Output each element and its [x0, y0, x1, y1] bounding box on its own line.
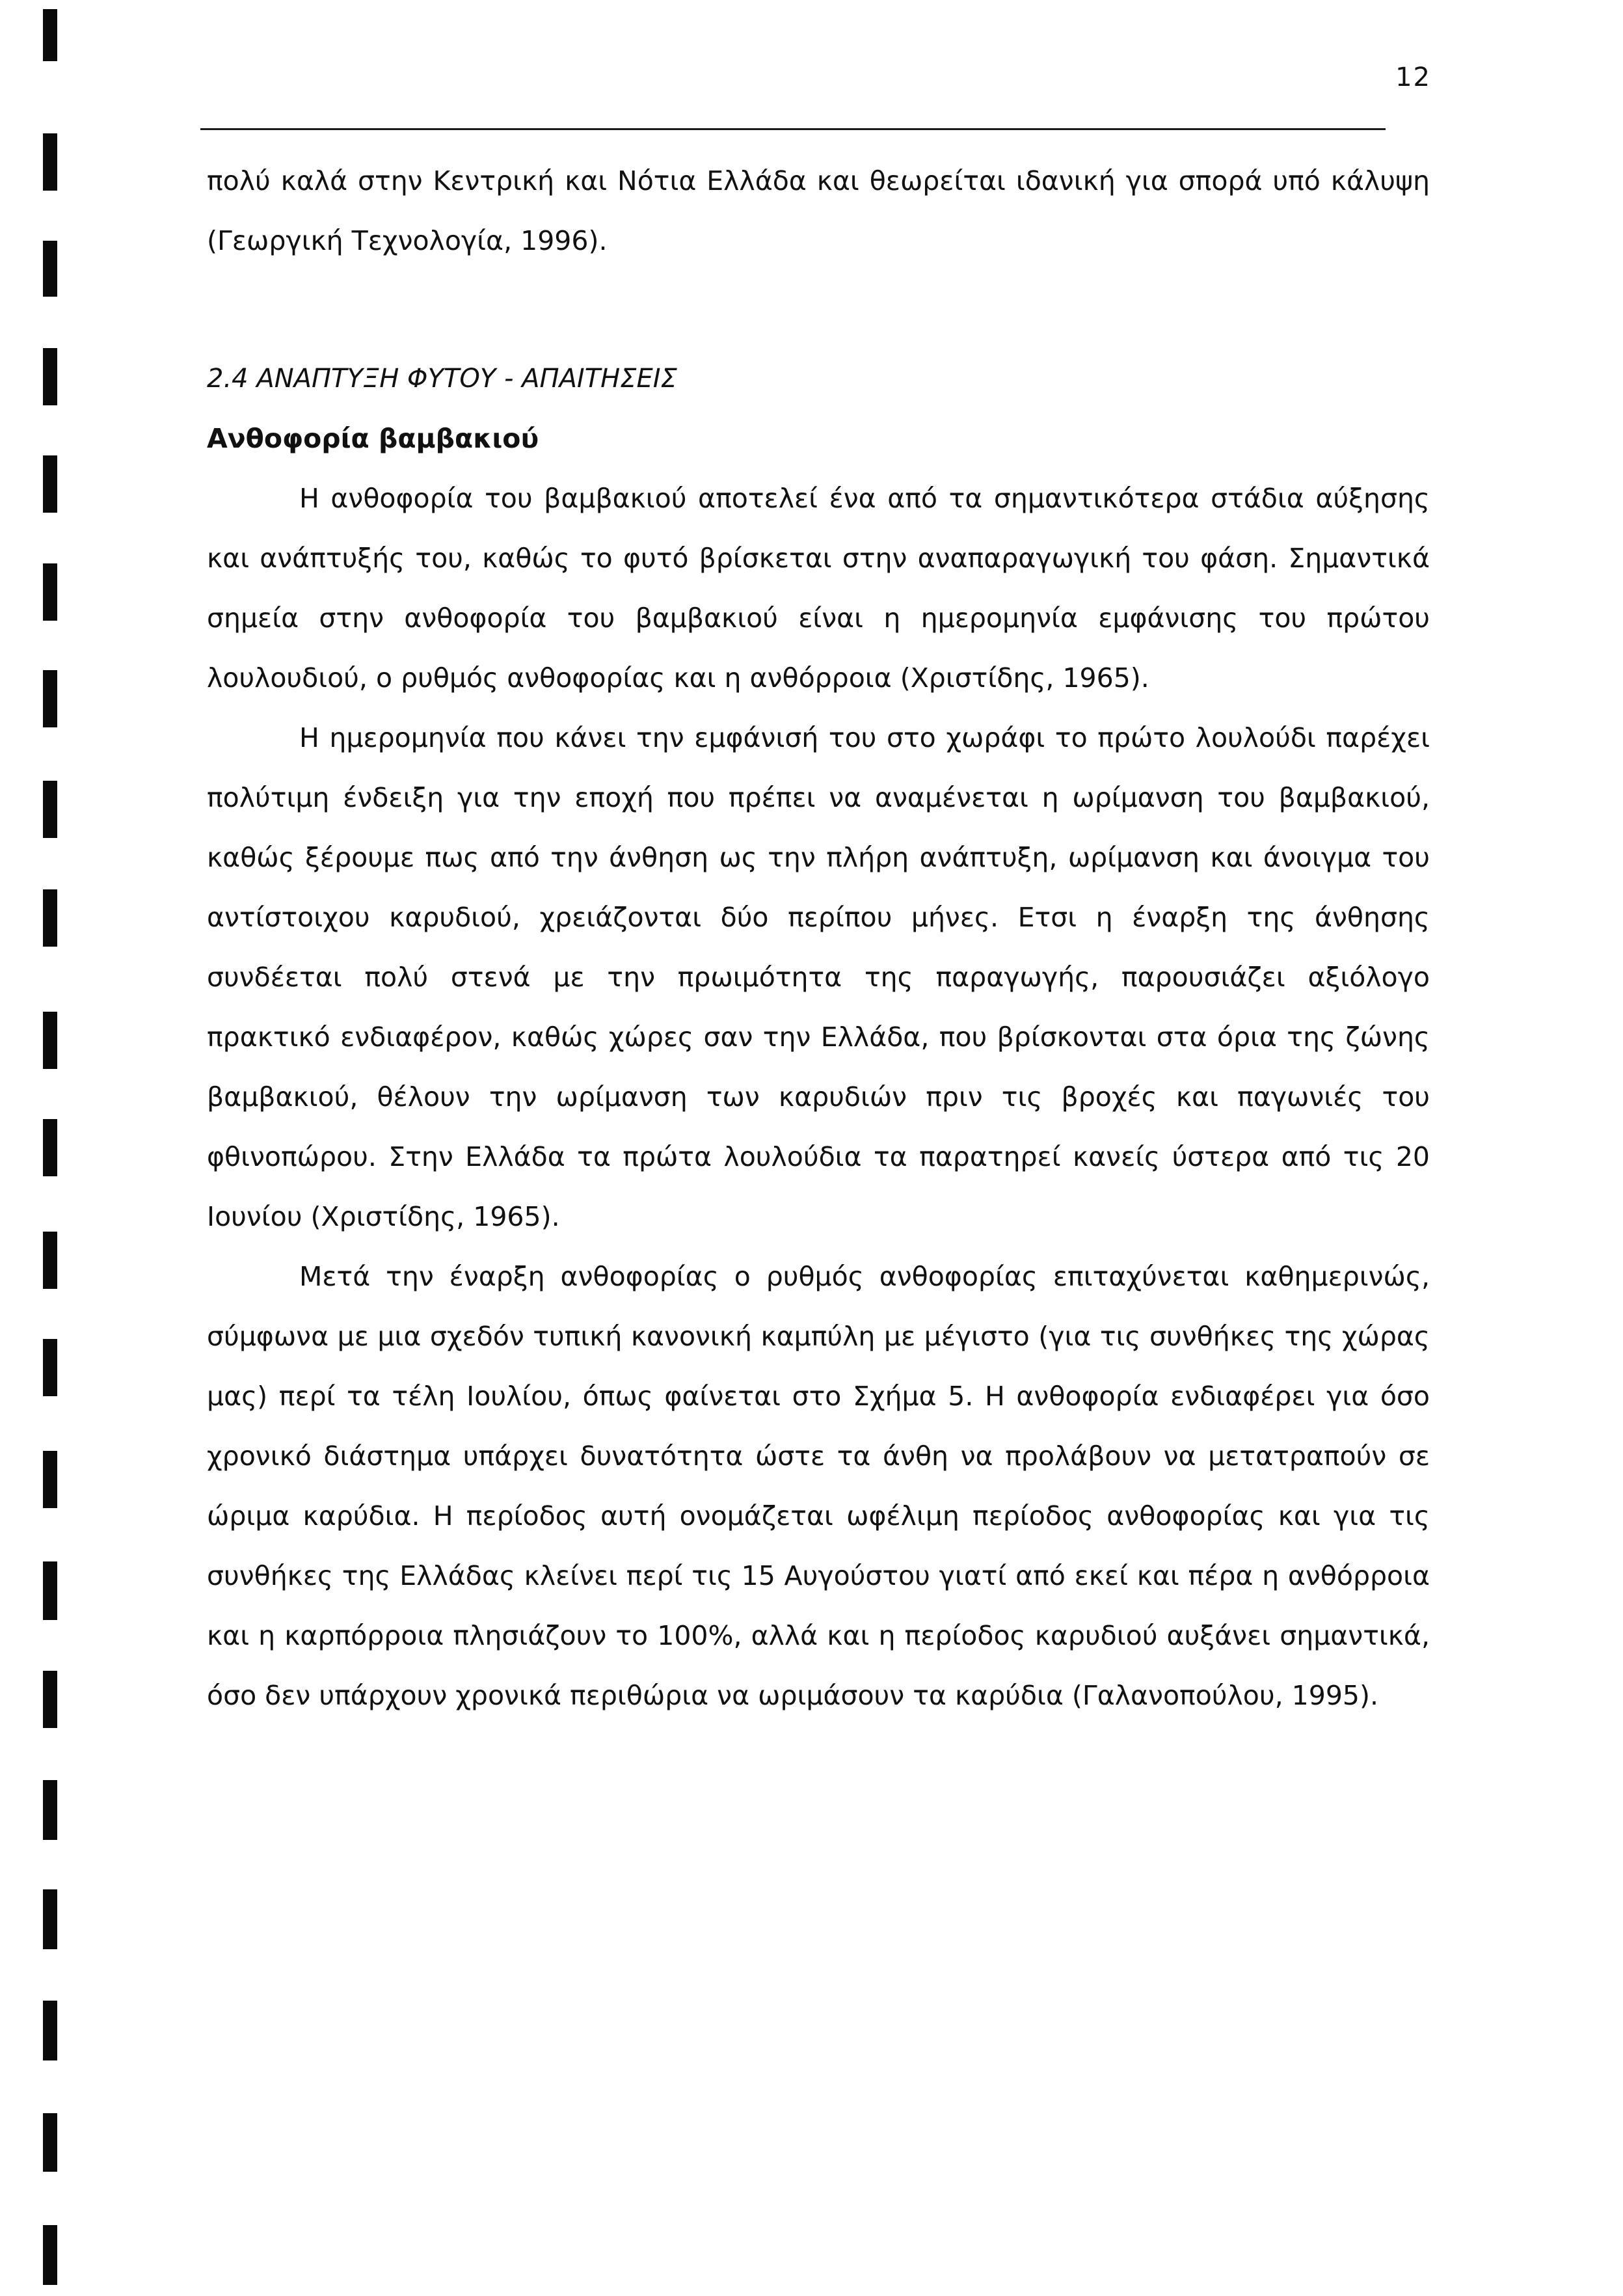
subheading: Ανθοφορία βαμβακιού: [207, 423, 539, 454]
scan-binding-mark: [43, 1780, 57, 1840]
scan-binding-mark: [43, 133, 57, 191]
scan-binding-mark: [43, 2001, 57, 2060]
scan-binding-mark: [43, 1561, 57, 1620]
header-rule: [200, 128, 1386, 130]
section-heading: 2.4 ΑΝΑΠΤΥΞΗ ΦΥΤΟΥ - ΑΠΑΙΤΗΣΕΙΣ: [207, 364, 677, 394]
scan-binding-mark: [43, 348, 57, 405]
scan-binding-mark: [43, 9, 57, 61]
scan-binding-mark: [43, 1339, 57, 1396]
scan-binding-mark: [43, 670, 57, 727]
scan-binding-mark: [43, 1232, 57, 1289]
scan-binding-mark: [43, 241, 57, 297]
scan-binding-mark: [43, 1889, 57, 1949]
scan-binding-mark: [43, 2113, 57, 2172]
page-number: 12: [1395, 62, 1431, 92]
paragraph: Μετά την έναρξη ανθοφορίας ο ρυθμός ανθοφορίας επιταχύνεται καθημερινώς, σύμφωνα με μια σχεδόν τυπική κανονική καμπύλη με μέγιστο (για τις συνθήκες της χώρας μας) περί τα τέλη Ιουλίου, όπως φαίνεται στο Σχήμα 5. Η ανθοφορία ενδιαφέρει για όσο χρονικό διάστημα υπάρχει δυνατότητα ώστε τα άνθη να προλάβουν να μετατραπούν σε ώριμα καρύδια. Η περίοδος αυτή ονομάζεται ωφέλιμη περίοδος ανθοφορίας και για τις συνθήκες της Ελλάδας κλείνει περί τις 15 Αυγούστου γιατί από εκεί και πέρα η ανθόρροια και η καρπόρροια πλησιάζουν το 100%, αλλά και η περίοδος καρυδιού αυξάνει σημαντικά, όσο δεν υπάρχουν χρονικά περιθώρια να ωριμάσουν τα καρύδια (Γαλανοπούλου, 1995).: [207, 1261, 1430, 1711]
document-body: [207, 151, 1430, 1725]
scan-binding-mark: [43, 2225, 57, 2285]
scan-binding-mark: [43, 1012, 57, 1069]
scan-binding-mark: [43, 455, 57, 513]
intro-paragraph: πολύ καλά στην Κεντρική και Νότια Ελλάδα και θεωρείται ιδανική για σπορά υπό κάλυψη (Γεωργική Τεχνολογία, 1996).: [207, 165, 1430, 256]
scan-binding-mark: [43, 1451, 57, 1508]
scan-binding-mark: [43, 563, 57, 621]
scan-binding-mark: [43, 889, 57, 947]
paragraph: Η ημερομηνία που κάνει την εμφάνισή του στο χωράφι το πρώτο λουλούδι παρέχει πολύτιμη ένδειξη για την εποχή που πρέπει να αναμένεται η ωρίμανση του βαμβακιού, καθώς ξέρουμε πως από την άνθηση ως την πλήρη ανάπτυξη, ωρίμανση και άνοιγμα του αντίστοιχου καρυδιού, χρειάζονται δύο περίπου μήνες. Ετσι η έναρξη της άνθησης συνδέεται πολύ στενά με την πρωιμότητα της παραγωγής, παρουσιάζει αξιόλογο πρακτικό ενδιαφέρον, καθώς χώρες σαν την Ελλάδα, που βρίσκονται στα όρια της ζώνης βαμβακιού, θέλουν την ωρίμανση των καρυδιών πριν τις βροχές και παγωνιές του φθινοπώρου. Στην Ελλάδα τα πρώτα λουλούδια τα παρατηρεί κανείς ύστερα από τις 20 Ιουνίου (Χριστίδης, 1965).: [207, 722, 1430, 1232]
paragraph: Η ανθοφορία του βαμβακιού αποτελεί ένα από τα σημαντικότερα στάδια αύξησης και ανάπτυξής του, καθώς το φυτό βρίσκεται στην αναπαραγωγική του φάση. Σημαντικά σημεία στην ανθοφορία του βαμβακιού είναι η ημερομηνία εμφάνισης του πρώτου λουλουδιού, ο ρυθμός ανθοφορίας και η ανθόρροια (Χριστίδης, 1965).: [207, 483, 1430, 694]
scan-binding-mark: [43, 1671, 57, 1728]
scan-binding-mark: [43, 781, 57, 838]
scan-binding-mark: [43, 1119, 57, 1176]
